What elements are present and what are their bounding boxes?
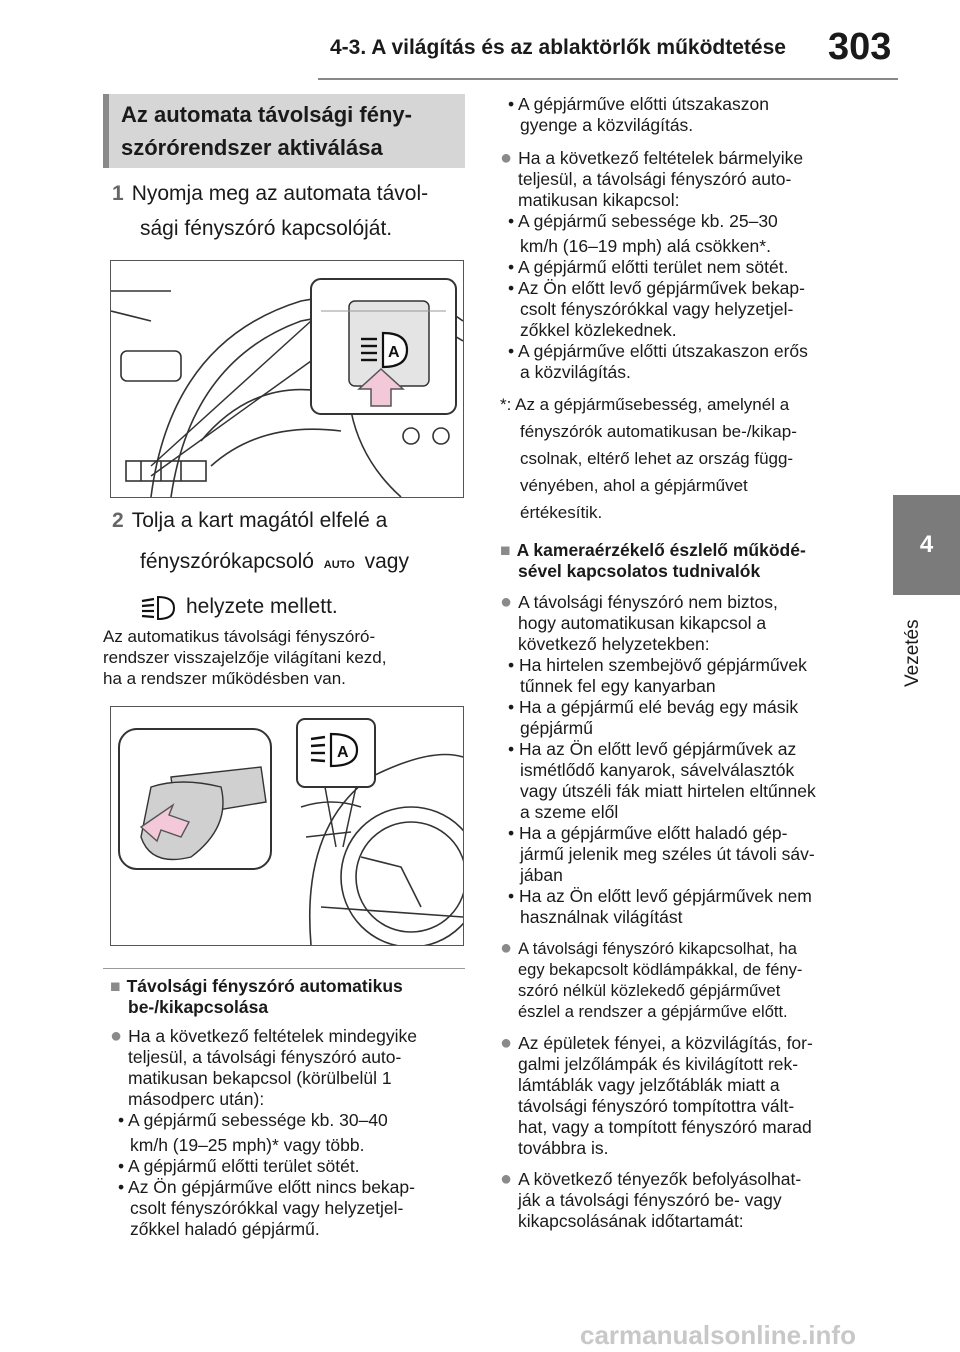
- chapter-label: Vezetés: [902, 619, 923, 687]
- list-item: • A gépjármű sebessége kb. 30–40: [118, 1110, 388, 1130]
- list-item: • Ha a gépjárműve előtt haladó gép-: [508, 823, 788, 843]
- footnote-line: *: Az a gépjárműsebesség, amelynél a: [500, 395, 790, 414]
- list-item: • Az Ön előtt levő gépjárművek bekap-: [508, 278, 805, 298]
- list-item: • Ha az Ön előtt levő gépjárművek nem: [508, 886, 812, 906]
- bullet-line: ják a távolsági fényszóró be- vagy: [518, 1190, 782, 1210]
- header-rule: [318, 78, 898, 80]
- intro-line: Az automatikus távolsági fényszóró-: [103, 627, 376, 646]
- circle-bullet-icon: ●: [110, 1025, 123, 1047]
- step-1-text-a: Nyomja meg az automata távol-: [131, 182, 429, 205]
- list-item: • Ha az Ön előtt levő gépjárművek az: [508, 739, 797, 759]
- subsection-title: A kameraérzékelő észlelő működé-: [516, 540, 806, 560]
- bullet-line: Ha a következő feltételek mindegyike: [128, 1026, 417, 1046]
- bullet-line: távolsági fényszóró tompítottra vált-: [518, 1096, 795, 1116]
- subsection-title: Távolsági fényszóró automatikus: [126, 976, 403, 996]
- list-item: • Ha a gépjármű elé bevág egy másik: [508, 697, 799, 717]
- list-item: csolt fényszórókkal vagy helyzetjel-: [130, 1198, 404, 1218]
- bullet-line: A távolsági fényszóró kikapcsolhat, ha: [518, 940, 797, 958]
- chapter-tab: 4: [893, 495, 960, 595]
- figure-steering-switch: [110, 260, 464, 498]
- list-item: vagy útszéli fák miatt hirtelen eltűnnek: [520, 781, 816, 801]
- list-item: • A gépjármű sebessége kb. 25–30: [508, 211, 778, 231]
- step-2: [112, 503, 472, 624]
- list-item: használnak világítást: [520, 907, 683, 927]
- square-bullet-icon: ■: [500, 540, 511, 560]
- bullet-line: galmi jelzőlámpák és kivilágított rek-: [518, 1054, 799, 1074]
- bullet-line: egy bekapcsolt ködlámpákkal, de fény-: [518, 961, 803, 979]
- intro-paragraph: [103, 626, 473, 689]
- intro-line: rendszer visszajelzője világítani kezd,: [103, 648, 387, 667]
- list-item: • Ha hirtelen szembejövő gépjárművek: [508, 655, 807, 675]
- circle-bullet-icon: ●: [500, 1032, 513, 1054]
- list-item: • Az Ön gépjárműve előtt nincs bekap-: [118, 1177, 415, 1197]
- list-item: km/h (16–19 mph) alá csökken*.: [520, 236, 771, 256]
- bullet-line: A távolsági fényszóró nem biztos,: [518, 592, 778, 612]
- page-number: 303: [828, 26, 892, 68]
- bullet-line: továbbra is.: [518, 1138, 609, 1158]
- bullet-line: észlel a rendszer a gépjárműve előtt.: [518, 1003, 788, 1021]
- list-item: jármű jelenik meg széles út távoli sáv-: [520, 844, 815, 864]
- section-title: Az automata távolsági fény-szórórendszer aktiválása: [121, 102, 412, 160]
- section-title-accent: [103, 94, 109, 168]
- footnote-line: értékesítik.: [520, 503, 603, 522]
- square-bullet-icon: ■: [110, 976, 121, 996]
- step-2-text-c: vagy: [364, 550, 409, 573]
- list-item: • A gépjárműve előtti útszakaszon erős: [508, 341, 808, 361]
- bullet-line: matikusan bekapcsol (körülbelül 1: [128, 1068, 392, 1088]
- circle-bullet-icon: ●: [500, 937, 513, 959]
- svg-text:A: A: [388, 344, 400, 361]
- footnote-line: csolnak, eltérő lehet az ország függ-: [520, 449, 794, 468]
- step-2-text-b: fényszórókapcsoló: [140, 550, 314, 573]
- step-2-text-d: helyzete mellett.: [186, 595, 338, 618]
- list-item: jában: [520, 865, 563, 885]
- list-item: a szeme elől: [520, 802, 619, 822]
- bullet-line: másodperc után):: [128, 1089, 265, 1109]
- bullet-line: következő helyzetekben:: [518, 634, 710, 654]
- footnote-line: vényében, ahol a gépjárművet: [520, 476, 748, 495]
- lever-illustration: [111, 707, 463, 945]
- bullet-line: matikusan kikapcsol:: [518, 190, 680, 210]
- footnote-line: fényszórók automatikusan be-/kikap-: [520, 422, 797, 441]
- bullet-line: A következő tényezők befolyásolhat-: [518, 1169, 802, 1189]
- step-2-number: 2: [112, 509, 124, 532]
- circle-bullet-icon: ●: [500, 147, 513, 169]
- svg-text:A: A: [337, 744, 349, 761]
- step-1-text-b: sági fényszóró kapcsolóját.: [140, 217, 393, 240]
- bullet-line: hogy automatikusan kikapcsol a: [518, 613, 767, 633]
- circle-bullet-icon: ●: [500, 591, 513, 613]
- list-item: • A gépjármű előtti terület nem sötét.: [508, 257, 789, 277]
- step-2-text-a: Tolja a kart magától elfelé a: [131, 509, 388, 532]
- right-column: [500, 94, 860, 1232]
- bullet-line: lámtáblák vagy jelzőtáblák miatt a: [518, 1075, 780, 1095]
- subsection-title: be-/kikapcsolása: [128, 997, 269, 1017]
- bullet-line: kikapcsolásának időtartamát:: [518, 1211, 744, 1231]
- list-item: a közvilágítás.: [520, 362, 631, 382]
- list-item: tűnnek fel egy kanyarban: [520, 676, 716, 696]
- bullet-line: Az épületek fényei, a közvilágítás, for-: [518, 1033, 813, 1053]
- list-item: zőkkel közlekednek.: [520, 320, 677, 340]
- subsection-title: sével kapcsolatos tudnivalók: [518, 561, 761, 581]
- list-item: ismétlődő kanyarok, sávelválasztók: [520, 760, 795, 780]
- step-1: [112, 176, 472, 246]
- list-item: • A gépjármű előtti terület sötét.: [118, 1156, 360, 1176]
- steering-wheel-illustration: [111, 261, 463, 497]
- list-item: gyenge a közvilágítás.: [520, 115, 694, 135]
- auto-symbol: AUTO: [323, 559, 355, 571]
- list-item: zőkkel haladó gépjármű.: [130, 1219, 320, 1239]
- bullet-line: hat, vagy a tompított fényszóró marad: [518, 1117, 812, 1137]
- list-item: km/h (19–25 mph)* vagy több.: [130, 1135, 365, 1155]
- section-title-box: [103, 94, 465, 168]
- step-1-number: 1: [112, 182, 124, 205]
- footnote: [500, 391, 860, 526]
- watermark: carmanualsonline.info: [580, 1320, 856, 1350]
- list-item: csolt fényszórókkal vagy helyzetjel-: [520, 299, 794, 319]
- list-item: • A gépjárműve előtti útszakaszon: [508, 94, 769, 114]
- list-item: gépjármű: [520, 718, 593, 738]
- subsection-automatic-switching: [110, 976, 472, 1240]
- bullet-line: teljesül, a távolsági fényszóró auto-: [128, 1047, 402, 1067]
- running-header-title: 4-3. A világítás és az ablaktörlők működtetése: [330, 36, 786, 59]
- circle-bullet-icon: ●: [500, 1168, 513, 1190]
- bullet-line: teljesül, a távolsági fényszóró auto-: [518, 169, 792, 189]
- figure-headlight-lever: [110, 706, 464, 946]
- auto-high-beam-icon: [140, 593, 180, 621]
- intro-line: ha a rendszer működésben van.: [103, 669, 346, 688]
- subsection-divider: [103, 968, 465, 969]
- bullet-line: szóró nélkül közlekedő gépjárművet: [518, 982, 781, 1000]
- bullet-line: Ha a következő feltételek bármelyike: [518, 148, 804, 168]
